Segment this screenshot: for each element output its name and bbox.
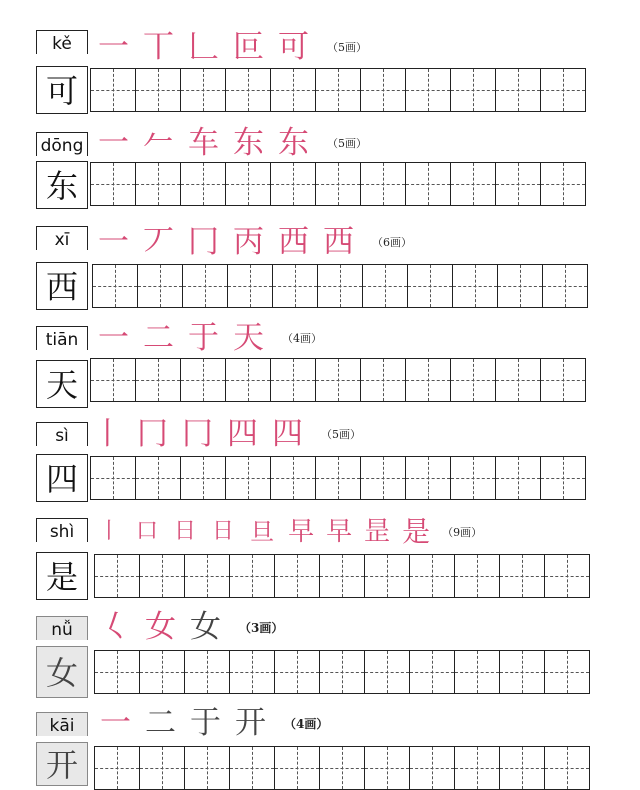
practice-cell[interactable] [320,747,365,789]
stroke-count: （4画） [284,716,329,731]
stroke-order [98,124,367,161]
pinyin-label: xī [36,226,88,250]
practice-cell[interactable] [500,747,545,789]
stroke-step: 旦 [250,518,275,546]
practice-cell[interactable] [541,163,586,205]
practice-cell[interactable] [363,265,408,307]
stroke-step: 早 [288,517,315,547]
stroke-step: 冂 [188,223,219,260]
practice-cell[interactable] [320,651,365,693]
stroke-order [92,415,361,452]
stroke-step: 一 [98,28,129,65]
stroke-step: 丙 [233,223,264,260]
practice-cell[interactable] [136,69,181,111]
practice-cell[interactable] [455,651,500,693]
stroke-step: 一 [98,223,129,260]
practice-cell[interactable] [91,359,136,401]
stroke-step: 丆 [143,223,174,260]
pinyin-label: kāi [36,712,88,736]
practice-cell[interactable] [271,457,316,499]
practice-cell[interactable] [226,457,271,499]
stroke-step: 𠂉 [143,124,174,161]
character-box: 可 [36,66,88,114]
practice-cell[interactable] [226,359,271,401]
practice-cell[interactable] [361,457,406,499]
practice-cell[interactable] [228,265,273,307]
practice-cell[interactable] [185,555,230,597]
practice-cell[interactable] [361,163,406,205]
practice-cell[interactable] [91,457,136,499]
practice-cell[interactable] [181,163,226,205]
character-box: 天 [36,360,88,408]
practice-cell[interactable] [453,265,498,307]
stroke-step: 𡿨 [100,608,131,645]
practice-cell[interactable] [451,359,496,401]
practice-cell[interactable] [361,359,406,401]
practice-cell[interactable] [410,555,455,597]
stroke-step: 一 [98,319,129,356]
practice-cell[interactable] [545,555,590,597]
practice-grid [90,456,586,500]
stroke-step: 口 [136,519,159,544]
stroke-step: 西 [278,223,309,260]
stroke-step: 东 [233,124,264,161]
practice-cell[interactable] [406,69,451,111]
practice-cell[interactable] [140,747,185,789]
practice-cell[interactable] [181,457,226,499]
stroke-step: 西 [323,223,354,260]
practice-cell[interactable] [496,163,541,205]
stroke-step: 丨 [92,415,123,452]
stroke-order [98,30,367,64]
practice-cell[interactable] [541,359,586,401]
practice-cell[interactable] [541,69,586,111]
practice-cell[interactable] [230,555,275,597]
pinyin-label: dōng [36,132,88,156]
stroke-step: 四 [272,415,303,452]
pinyin-label: tiān [36,326,88,350]
stroke-count: （9画） [442,526,483,539]
stroke-step: 女 [190,608,221,645]
practice-cell[interactable] [451,457,496,499]
stroke-step: 𠃊 [188,28,219,65]
pinyin-label: shì [36,518,88,542]
stroke-step: 是 [402,515,431,548]
practice-cell[interactable] [271,163,316,205]
practice-cell[interactable] [183,265,228,307]
stroke-step: 丅 [143,28,174,65]
practice-cell[interactable] [500,651,545,693]
practice-cell[interactable] [226,69,271,111]
practice-grid [92,264,588,308]
practice-cell[interactable] [138,265,183,307]
practice-grid [94,554,590,598]
pinyin-label: kě [36,30,88,54]
practice-cell[interactable] [91,69,136,111]
practice-cell[interactable] [496,457,541,499]
practice-cell[interactable] [316,163,361,205]
practice-cell[interactable] [320,555,365,597]
pinyin-label: sì [36,422,88,446]
stroke-order [98,516,482,548]
practice-cell[interactable] [140,555,185,597]
stroke-step: 开 [235,704,266,741]
stroke-count: （6画） [372,236,412,249]
practice-cell[interactable] [318,265,363,307]
character-box: 西 [36,262,88,310]
stroke-step: 于 [188,319,219,356]
practice-cell[interactable] [500,555,545,597]
practice-cell[interactable] [365,651,410,693]
stroke-count: （3画） [239,620,284,635]
practice-cell[interactable] [271,359,316,401]
practice-cell[interactable] [136,457,181,499]
character-box: 是 [36,552,88,600]
stroke-step: 丨 [98,519,121,544]
practice-cell[interactable] [455,747,500,789]
stroke-step: 日 [174,519,197,544]
practice-cell[interactable] [406,457,451,499]
practice-cell[interactable] [181,359,226,401]
character-box: 女 [36,646,88,698]
practice-cell[interactable] [365,555,410,597]
stroke-order [100,704,329,741]
practice-cell[interactable] [455,555,500,597]
stroke-step: 昰 [364,517,391,547]
stroke-step: 东 [278,124,309,161]
practice-cell[interactable] [95,651,140,693]
pinyin-label: nǚ [36,616,88,640]
stroke-step: 冂 [137,415,168,452]
practice-cell[interactable] [275,747,320,789]
practice-grid [90,68,586,112]
stroke-step: 一 [100,704,131,741]
practice-cell[interactable] [361,69,406,111]
stroke-step: 可 [278,28,309,65]
practice-cell[interactable] [230,747,275,789]
stroke-step: 车 [188,124,219,161]
stroke-count: （5画） [327,41,367,54]
practice-cell[interactable] [408,265,453,307]
practice-grid [94,746,590,790]
practice-cell[interactable] [410,651,455,693]
practice-cell[interactable] [185,651,230,693]
practice-cell[interactable] [545,651,590,693]
practice-cell[interactable] [316,359,361,401]
stroke-step: 二 [145,704,176,741]
stroke-step: 日 [212,519,235,544]
practice-cell[interactable] [451,69,496,111]
stroke-order [100,608,284,645]
practice-cell[interactable] [316,457,361,499]
practice-grid [94,650,590,694]
practice-cell[interactable] [95,747,140,789]
practice-cell[interactable] [93,265,138,307]
practice-cell[interactable] [316,69,361,111]
stroke-count: （4画） [282,332,322,345]
practice-cell[interactable] [406,163,451,205]
practice-cell[interactable] [275,555,320,597]
practice-cell[interactable] [226,163,271,205]
character-box: 开 [36,742,88,786]
practice-cell[interactable] [185,747,230,789]
practice-cell[interactable] [543,265,588,307]
practice-cell[interactable] [406,359,451,401]
stroke-step: 叵 [233,28,264,65]
practice-cell[interactable] [545,747,590,789]
practice-cell[interactable] [410,747,455,789]
practice-cell[interactable] [91,163,136,205]
stroke-step: 早 [326,517,353,547]
practice-cell[interactable] [365,747,410,789]
practice-grid [90,162,586,206]
practice-cell[interactable] [271,69,316,111]
stroke-count: （5画） [327,137,367,150]
stroke-step: 一 [98,124,129,161]
practice-cell[interactable] [275,651,320,693]
stroke-step: 冂 [182,415,213,452]
stroke-order [98,223,412,260]
practice-cell[interactable] [541,457,586,499]
practice-cell[interactable] [498,265,543,307]
practice-cell[interactable] [451,163,496,205]
practice-cell[interactable] [273,265,318,307]
stroke-order [98,319,322,356]
practice-cell[interactable] [496,69,541,111]
practice-cell[interactable] [230,651,275,693]
practice-grid [90,358,586,402]
practice-cell[interactable] [95,555,140,597]
stroke-step: 四 [227,415,258,452]
stroke-step: 天 [233,319,264,356]
character-box: 东 [36,161,88,209]
stroke-step: 二 [143,319,174,356]
practice-cell[interactable] [136,359,181,401]
stroke-step: 于 [190,704,221,741]
practice-cell[interactable] [181,69,226,111]
practice-cell[interactable] [496,359,541,401]
practice-cell[interactable] [140,651,185,693]
stroke-count: （5画） [321,428,361,441]
stroke-step: 女 [145,608,176,645]
character-box: 四 [36,454,88,502]
practice-cell[interactable] [136,163,181,205]
